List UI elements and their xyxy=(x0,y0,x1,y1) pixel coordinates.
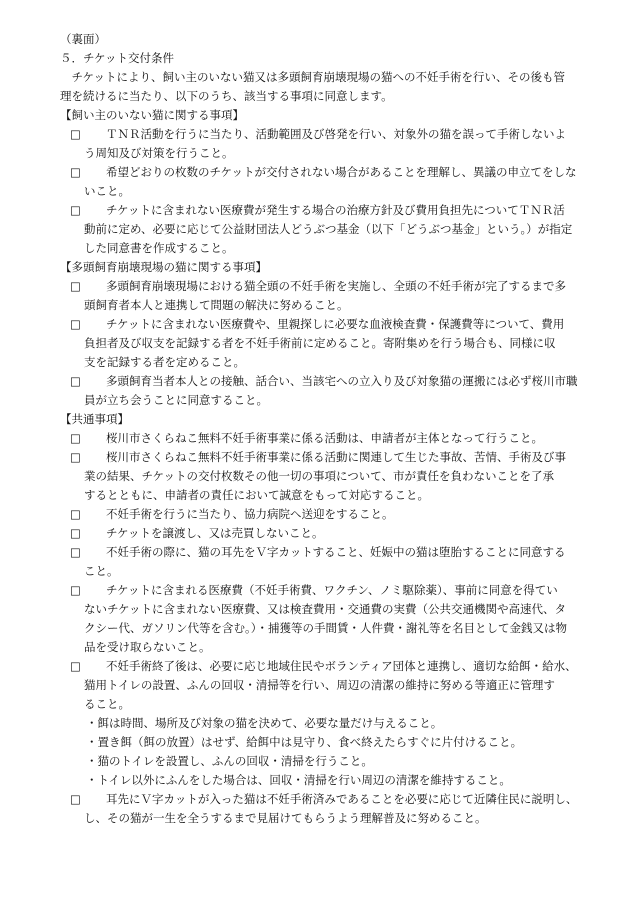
intro-line: 理を続けるに当たり、以下のうち、該当する事項に同意します。 xyxy=(60,89,393,103)
condition-text: 頭飼育者本人と連携して問題の解決に努めること。 xyxy=(84,298,349,312)
condition-text: ること。 xyxy=(84,697,130,711)
condition-item xyxy=(60,524,600,543)
checkbox-icon[interactable]: □ xyxy=(70,545,81,559)
condition-item xyxy=(60,372,600,410)
condition-text: 品を受け取らないこと。 xyxy=(84,640,211,654)
condition-text: するとともに、申請者の責任において誠意をもって対応すること。 xyxy=(84,488,429,502)
condition-text: した同意書を作成すること。 xyxy=(84,241,234,255)
condition-text: 動前に定め、必要に応じて公益財団法人どうぶつ基金（以下「どうぶつ基金」という。）が指定 xyxy=(84,222,573,236)
condition-text: 不妊手術終了後は、必要に応じ地域住民やボランティア団体と連携し、適切な給餌・給水、 xyxy=(106,659,577,673)
document-page xyxy=(60,30,600,828)
condition-item xyxy=(60,448,600,505)
condition-text: 桜川市さくらねこ無料不妊手術事業に係る活動は、申請者が主体となって行うこと。 xyxy=(106,431,543,445)
condition-text: こと。 xyxy=(84,564,119,578)
conditions-section xyxy=(60,410,600,828)
condition-text: 希望どおりの枚数のチケットが交付されない場合があることを理解し、異議の申立てをしな xyxy=(106,165,577,179)
checkbox-icon[interactable]: □ xyxy=(70,792,81,806)
condition-item xyxy=(60,429,600,448)
condition-text: う周知及び対策を行うこと。 xyxy=(84,146,234,160)
condition-text: 支を記録する者を定めること。 xyxy=(84,355,245,369)
checkbox-icon[interactable]: □ xyxy=(70,431,81,445)
section-heading: 【多頭飼育崩壊現場の猫に関する事項】 xyxy=(60,260,267,274)
condition-text: 多頭飼育当者本人との接触、話合い、当該宅への立入り及び対象猫の運搬には必ず桜川市職 xyxy=(106,374,578,388)
condition-item xyxy=(60,581,600,657)
condition-item xyxy=(60,163,600,201)
condition-text: し、その猫が一生を全うするまで見届けてもらうよう理解普及に努めること。 xyxy=(84,811,487,825)
condition-text: 業の結果、チケットの交付枚数その他一切の事項について、市が責任を負わないことを了承 xyxy=(84,469,554,483)
condition-item xyxy=(60,201,600,258)
condition-text: チケットに含まれない医療費や、里親探しに必要な血液検査費・保護費等について、費用 xyxy=(106,317,565,331)
checkbox-icon[interactable]: □ xyxy=(70,450,81,464)
checkbox-icon[interactable]: □ xyxy=(70,203,81,217)
section-heading: 【飼い主のいない猫に関する事項】 xyxy=(60,108,244,122)
condition-text: 桜川市さくらねこ無料不妊手術事業に係る活動に関連して生じた事故、苦情、手術及び事 xyxy=(106,450,566,464)
condition-item xyxy=(60,277,600,315)
condition-item xyxy=(60,543,600,581)
condition-text: ないチケットに含まれない医療費、又は検査費用・交通費の実費（公共交通機関や高速代、タ xyxy=(84,602,566,616)
checkbox-icon[interactable]: □ xyxy=(70,507,81,521)
condition-item xyxy=(60,315,600,372)
section-heading: 【共通事項】 xyxy=(60,412,129,426)
condition-text: 猫用トイレの設置、ふんの回収・清掃等を行い、周辺の清潔の維持に努める等適正に管理す xyxy=(84,678,555,692)
condition-text: 負担者及び収支を記録する者を不妊手術前に定めること。寄附集めを行う場合も、同様に収 xyxy=(84,336,556,350)
checkbox-icon[interactable]: □ xyxy=(70,526,81,540)
condition-text: 耳先にＶ字カットが入った猫は不妊手術済みであることを必要に応じて近隣住民に説明し、 xyxy=(106,792,578,806)
condition-text: チケットに含まれない医療費が発生する場合の治療方針及び費用負担先についてＴＮＲ活 xyxy=(106,203,565,217)
sub-bullet: ・餌は時間、場所及び対象の猫を決めて、必要な量だけ与えること。 xyxy=(86,716,443,730)
condition-text: チケットを譲渡し、又は売買しないこと。 xyxy=(106,526,324,540)
checkbox-icon[interactable]: □ xyxy=(70,583,81,597)
checkbox-icon[interactable]: □ xyxy=(70,165,81,179)
conditions-section xyxy=(60,106,600,258)
condition-item xyxy=(60,125,600,163)
condition-item xyxy=(60,505,600,524)
intro-paragraph xyxy=(60,68,600,106)
checkbox-icon[interactable]: □ xyxy=(70,127,81,141)
condition-text: チケットに含まれる医療費（不妊手術費、ワクチン、ノミ駆除薬）、事前に同意を得てい xyxy=(106,583,558,597)
condition-text: 不妊手術を行うに当たり、協力病院へ送迎をすること。 xyxy=(106,507,394,521)
condition-item xyxy=(60,790,600,828)
page-side-label: （裏面） xyxy=(60,32,106,46)
condition-text: 不妊手術の際に、猫の耳先をＶ字カットすること、妊娠中の猫は堕胎することに同意する xyxy=(106,545,566,559)
section-title: ５．チケット交付条件 xyxy=(60,51,174,65)
condition-text: クシー代、ガソリン代等を含む。）・捕獲等の手間賃・人件費・謝礼等を名目として金銭又は物 xyxy=(84,621,567,635)
sub-bullet: ・トイレ以外にふんをした場合は、回収・清掃を行い周辺の清潔を維持すること。 xyxy=(86,773,511,787)
condition-text: 員が立ち会うことに同意すること。 xyxy=(84,393,268,407)
intro-line: チケットにより、飼い主のいない猫又は多頭飼育崩壊現場の猫への不妊手術を行い、その後も管 xyxy=(60,70,565,84)
condition-text: 多頭飼育崩壊現場における猫全頭の不妊手術を実施し、全頭の不妊手術が完了するまで多 xyxy=(106,279,566,293)
conditions-sections xyxy=(60,106,600,828)
checkbox-icon[interactable]: □ xyxy=(70,374,81,388)
checkbox-icon[interactable]: □ xyxy=(70,279,81,293)
checkbox-icon[interactable]: □ xyxy=(70,317,81,331)
sub-bullet: ・置き餌（餌の放置）はせず、給餌中は見守り、食べ終えたらすぐに片付けること。 xyxy=(86,735,523,749)
checkbox-icon[interactable]: □ xyxy=(70,659,81,673)
condition-text: いこと。 xyxy=(84,184,130,198)
conditions-section xyxy=(60,258,600,410)
sub-bullet: ・猫のトイレを設置し、ふんの回収・清掃を行うこと。 xyxy=(86,754,373,768)
condition-text: ＴＮＲ活動を行うに当たり、活動範囲及び啓発を行い、対象外の猫を誤って手術しないよ xyxy=(106,127,566,141)
condition-item xyxy=(60,657,600,790)
